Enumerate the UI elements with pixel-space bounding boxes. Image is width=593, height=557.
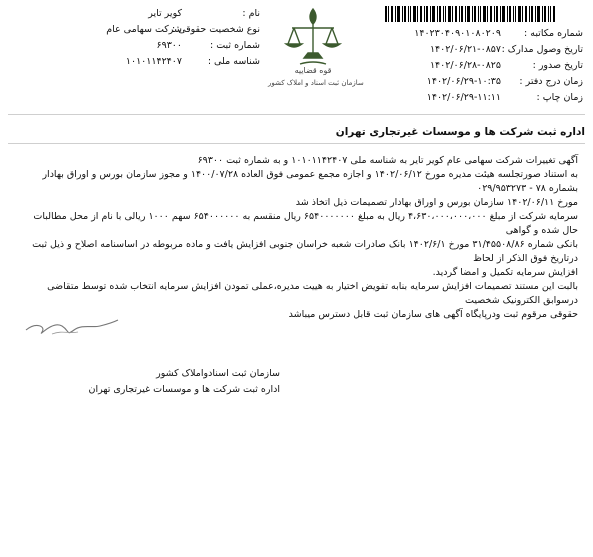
- company-reg-value: ۶۹۳۰۰: [156, 40, 182, 51]
- company-info: [30, 6, 260, 70]
- announcement-body: [20, 154, 578, 322]
- company-name-label: نام :: [242, 8, 260, 19]
- title-divider: [8, 143, 585, 144]
- issue-date-value: ۱۴۰۲/۰۶/۲۸-۰۸۲۵: [429, 60, 501, 71]
- signature-org: سازمان ثبت اسنادواملاک کشور: [156, 368, 280, 379]
- header-divider: [8, 114, 585, 115]
- judiciary-emblem: [268, 6, 364, 90]
- barcode-icon: [385, 6, 555, 22]
- signature-icon: [22, 308, 122, 348]
- letter-no-value: ۱۴۰۲۳۰۴۰۹۰۱۰۸۰۲۰۹: [414, 28, 501, 39]
- company-national-id-label: شناسه ملی :: [207, 56, 260, 67]
- company-name-value: کویر تایر: [148, 8, 182, 19]
- signature-office: اداره ثبت شرکت ها و موسسات غیرتجاری تهران: [88, 384, 280, 395]
- issue-date-row: [380, 58, 583, 74]
- body-line: آگهی تغییرات شرکت سهامی عام کویر تایر به شناسه ملی ۱۰۱۰۱۱۴۲۴۰۷ و به شماره ثبت ۶۹۳۰۰: [197, 155, 578, 166]
- company-reg-label: شماره ثبت :: [210, 40, 260, 51]
- print-time-label: زمان چاپ :: [536, 92, 583, 103]
- emblem-caption-bottom: سازمان ثبت اسناد و املاک کشور: [268, 79, 364, 87]
- body-line: بانکی شماره ۳۱/۴۵۵۰۸/۸۶ مورخ ۱۴۰۲/۶/۱ بانک صادرات شعبه خراسان جنوبی افزایش یافت و ماده مربوطه در اساسنامه اصلاح و ذیل ثبت درتاریخ فوق الذکر از لحاظ: [32, 239, 578, 264]
- company-type-label: نوع شخصیت حقوقی :: [171, 24, 260, 35]
- letter-no-label: شماره مکاتبه :: [524, 28, 583, 39]
- received-date-label: تاریخ وصول مدارک :: [501, 44, 583, 55]
- received-date-value: ۱۴۰۲/۰۶/۲۱-۰۸۵۷: [429, 44, 501, 55]
- office-title: اداره ثبت شرکت ها و موسسات غیرتجاری تهران: [335, 126, 585, 138]
- registration-meta: [380, 26, 583, 106]
- scales-of-justice-icon: [278, 6, 348, 68]
- body-line: سرمایه شرکت از مبلغ ۴،۶۳۰،۰۰۰،۰۰۰،۰۰۰ ریال به مبلغ ۶۵۴۰۰۰۰۰۰۰ ریال منقسم به ۶۵۴۰۰۰۰۰۰ سهم ۱۰۰۰ ریالی با نام از محل مطالبات حال شده و گواهی: [33, 211, 578, 236]
- company-type-value: شرکت سهامی عام: [106, 24, 182, 35]
- entry-time-row: [380, 74, 583, 90]
- letter-no-row: [380, 26, 583, 42]
- company-national-id-value: ۱۰۱۰۱۱۴۲۴۰۷: [125, 56, 182, 67]
- print-time-value: ۱۴۰۲/۰۶/۲۹-۱۱:۱۱: [426, 92, 501, 103]
- company-reg-row: [30, 38, 260, 54]
- signature-block: [40, 366, 280, 398]
- entry-time-label: زمان درج دفتر :: [519, 76, 583, 87]
- company-name-row: [30, 6, 260, 22]
- body-line: به استناد صورتجلسه هیئت مدیره مورخ ۱۴۰۲/۰۶/۱۲ و اجازه مجمع عمومی فوق العاده ۱۴۰۰/۰۷/۲۸ و مجوز سازمان بورس و اوراق بهادار بشماره ۷۸ - ۰۲۹/۹۵۳۲۷۳: [42, 169, 578, 194]
- body-line: افزایش سرمایه تکمیل و امضا گردید.: [432, 267, 578, 278]
- body-line: بالبت این مستند تصمیمات افزایش سرمایه بنابه تفویض اختیار به هییت مدیره،عملی تمودن افزایش سرمایه انتخاب شده توسط متقاضی درسوابق الکترونیک شخصیت: [47, 281, 578, 306]
- company-national-id-row: [30, 54, 260, 70]
- company-type-row: [30, 22, 260, 38]
- print-time-row: [380, 90, 583, 106]
- emblem-caption-top: قوه قضاییه: [294, 66, 332, 75]
- issue-date-label: تاریخ صدور :: [532, 60, 583, 71]
- body-line: حقوقی مرقوم ثبت ودرپایگاه آگهی های سازمان ثبت قابل دسترس میباشد: [288, 309, 578, 320]
- received-date-row: [380, 42, 583, 58]
- entry-time-value: ۱۴۰۲/۰۶/۲۹-۱۰:۳۵: [426, 76, 501, 87]
- body-line: مورخ ۱۴۰۲/۰۶/۱۱ سازمان بورس و اوراق بهادار تصمیمات ذیل اتخاذ شد: [295, 197, 578, 208]
